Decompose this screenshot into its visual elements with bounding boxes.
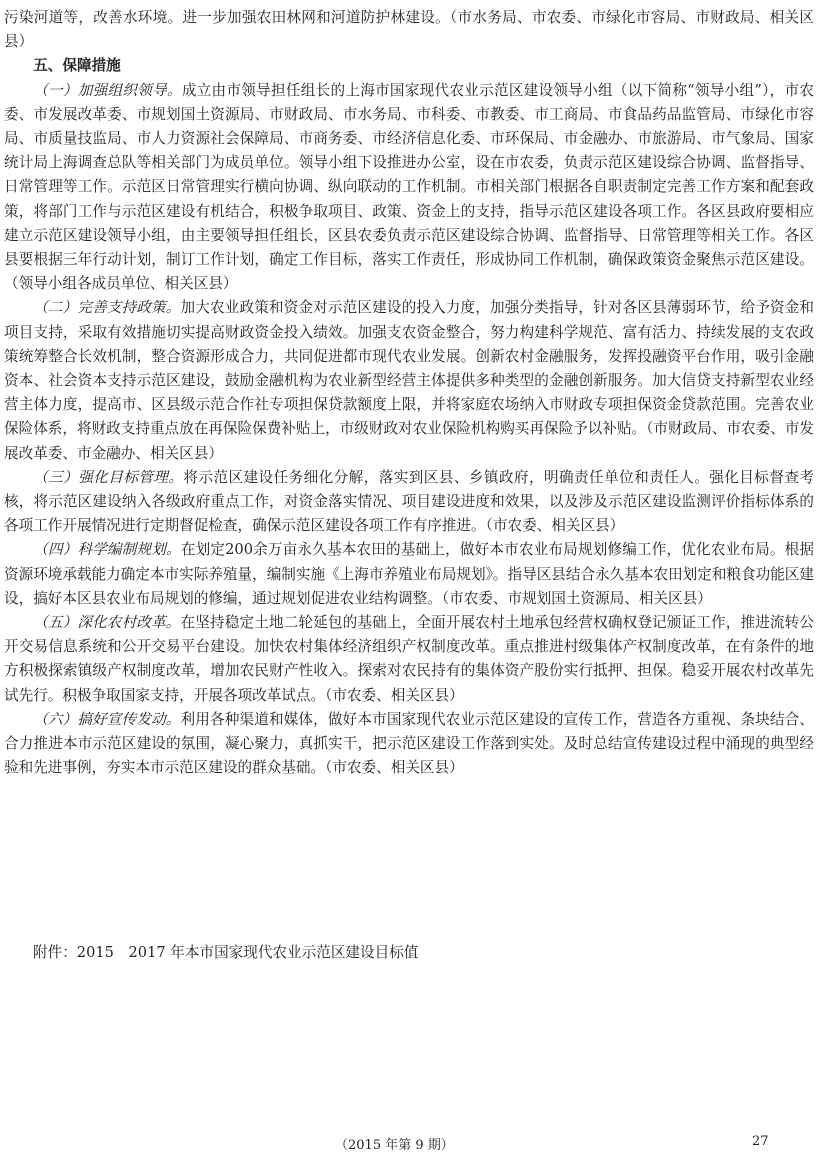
measure-body-3: 将示范区建设任务细化分解，落实到区县、乡镇政府，明确责任单位和责任人。强化目标督查考核，将示范区建设纳入各级政府重点工作，对资金落实情况、项目建设进度和效果，以及涉及示范区建设监测评价指标体系的各项工作开展情况进行定期督促检查，确保示范区建设各项工作有序推进。（市农委、相关区县） — [4, 468, 814, 535]
measure-body-4: 在划定200余万亩永久基本农田的基础上，做好本市农业布局规划修编工作，优化农业布局。根据资源环境承载能力确定本市实际养殖量，编制实施《上海市养殖业布局规划》。指导区县结合永久基本农田划定和粮食功能区建设，搞好本区县农业布局规划的修编，通过规划促进农业结构调整。（市农委、市规划国土资源局、相关区县） — [4, 541, 814, 607]
measure-body-5: 在坚持稳定土地二轮延包的基础上，全面开展农村土地承包经营权确权登记颁证工作，推进流转公开交易信息系统和公开交易平台建设。加快农村集体经济组织产权制度改革。重点推进村级集体产权制度改革，在有条件的地方积极探索镇级产权制度改革，增加农民财产性收入。探索对农民持有的集体资产股份实行抵押、担保。稳妥开展农村改革先试先行。积极争取国家支持，开展各项改革试点。（市农委、相关区县） — [4, 614, 814, 704]
intro-paragraph: 污染河道等，改善水环境。进一步加强农田林网和河道防护林建设。（市水务局、市农委、市绿化市容局、市财政局、相关区县） — [4, 9, 814, 51]
measure-paragraph-2 — [4, 296, 814, 465]
attachment-note: 附件：2015 2017 年本市国家现代农业示范区建设目标值 — [33, 944, 419, 961]
section-heading: 五、保障措施 — [33, 57, 121, 75]
measure-paragraph-4 — [4, 538, 814, 611]
issue-label: （2015 年第 9 期） — [335, 1138, 454, 1153]
measure-lead-4: （四）科学编制规划。 — [33, 541, 181, 559]
measure-lead-3: （三）强化目标管理。 — [33, 468, 184, 486]
measure-lead-6: （六）搞好宣传发动。 — [33, 710, 181, 728]
page-number: 27 — [752, 1134, 769, 1149]
page-footer — [0, 1130, 827, 1154]
measure-paragraph-6 — [4, 708, 814, 781]
measure-body-2: 加大农业政策和资金对示范区建设的投入力度，加强分类指导，针对各区县薄弱环节，给予资金和项目支持，采取有效措施切实提高财政资金投入绩效。加强支农资金整合，努力构建科学规范、富有活力、持续发展的支农政策统筹整合长效机制，整合资源形成合力，共同促进都市现代农业发展。创新农村金融服务，发挥投融资平台作用，吸引金融资本、社会资本支持示范区建设，鼓励金融机构为农业新型经营主体提供多种类型的金融创新服务。加大信贷支持新型农业经营主体力度，提高市、区县级示范合作社专项担保贷款额度上限，并将家庭农场纳入市财政专项担保资金贷款范围。完善农业保险体系，将财政支持重点放在再保险保费补贴上，市级财政对农业保险机构购买再保险予以补贴。（市财政局、市农委、市发展改革委、市金融办、相关区县） — [4, 299, 814, 462]
body-text — [4, 6, 814, 781]
measure-lead-1: （一）加强组织领导。 — [33, 81, 182, 99]
measure-body-1: 成立由市领导担任组长的上海市国家现代农业示范区建设领导小组（以下简称“领导小组”），市农委、市发展改革委、市规划国土资源局、市财政局、市水务局、市科委、市教委、市工商局、市食品药品监管局、市绿化市容局、市质量技监局、市人力资源社会保障局、市商务委、市经济信息化委、市环保局、市金融办、市旅游局、市气象局、国家统计局上海调查总队等相关部门为成员单位。领导小组下设推进办公室，设在市农委，负责示范区建设综合协调、监督指导、日常管理等工作。示范区日常管理实行横向协调、纵向联动的工作机制。市相关部门根据各自职责制定完善工作方案和配套政策，将部门工作与示范区建设有机结合，积极争取项目、政策、资金上的支持，指导示范区建设各项工作。各区县政府要相应建立示范区建设领导小组，由主要领导担任组长，区县农委负责示范区建设综合协调、监督指导、日常管理等相关工作。各区县要根据三年行动计划，制订工作计划，确定工作目标，落实工作责任，形成协同工作机制，确保政策资金聚焦示范区建设。（领导小组各成员单位、相关区县） — [4, 81, 814, 293]
measure-paragraph-3 — [4, 466, 814, 539]
measure-paragraph-1 — [4, 79, 814, 297]
measure-body-6: 利用各种渠道和媒体，做好本市国家现代农业示范区建设的宣传工作，营造各方重视、条块结合、合力推进本市示范区建设的氛围，凝心聚力，真抓实干，把示范区建设工作落到实处。及时总结宣传建设过程中涌现的典型经验和先进事例，夯实本市示范区建设的群众基础。（市农委、相关区县） — [4, 710, 814, 777]
measure-paragraph-5 — [4, 611, 814, 708]
measure-lead-5: （五）深化农村改革。 — [33, 614, 181, 632]
measure-lead-2: （二）完善支持政策。 — [33, 299, 181, 317]
